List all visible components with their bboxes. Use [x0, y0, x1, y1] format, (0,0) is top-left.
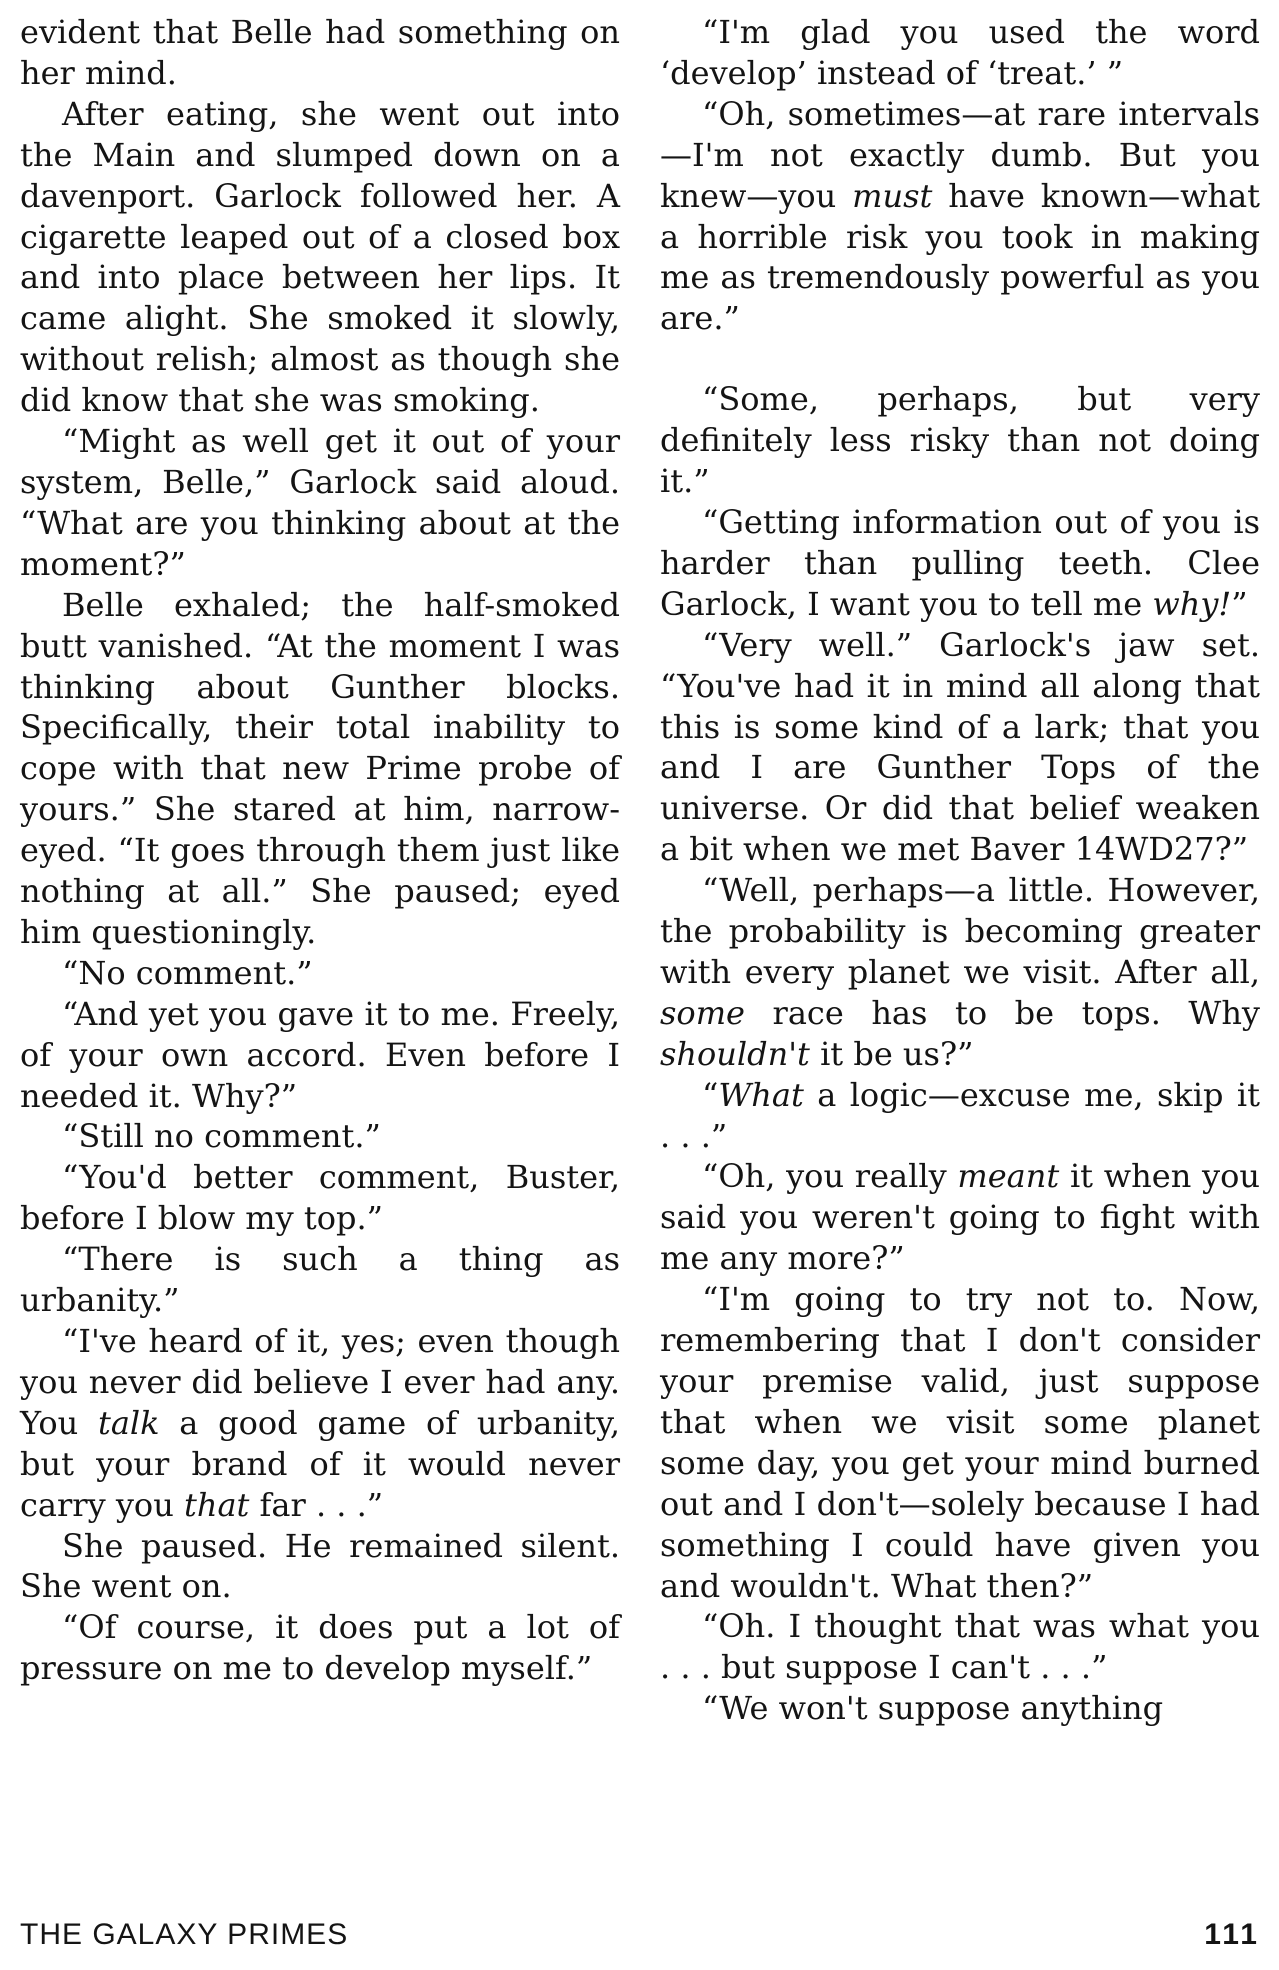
right-text-column	[660, 12, 1260, 1729]
left-text-column	[20, 12, 620, 1689]
italic-run: meant	[957, 1157, 1060, 1196]
paragraph	[20, 1321, 620, 1526]
paragraph: She paused. He remained silent. She went on.	[20, 1526, 620, 1606]
paragraph: “Might as well get it out of your system, Belle,” Garlock said aloud. “What are you thinking about at the moment?”	[20, 422, 620, 583]
paragraph: “And yet you gave it to me. Freely, of your own accord. Even before I needed it. Why?”	[20, 994, 620, 1115]
paragraph: “We won't suppose anything	[702, 1689, 1164, 1728]
text-run: far . . .”	[249, 1485, 384, 1524]
paragraph: evident that Belle had something on her mind.	[20, 13, 620, 92]
italic-run: why!	[1152, 584, 1232, 623]
paragraph: Belle exhaled; the half-smoked butt vanished. “At the moment I was thinking about Gunther blocks. Specifically, their total inability to cope with that new Prime probe of yours.” She stared at him, narrow-eyed. “It goes through them just like nothing at all.” She paused; eyed him questioningly.	[20, 585, 620, 951]
paragraph: “There is such a thing as urbanity.”	[20, 1240, 620, 1320]
page-number: 111	[1204, 1918, 1260, 1951]
text-run: “Oh, you really	[702, 1157, 958, 1196]
text-run: “I've heard of it, yes; even though you never did believe I ever had any. You	[20, 1322, 620, 1442]
text-run: race has to be tops. Why	[744, 993, 1260, 1032]
paragraph: “No comment.”	[62, 953, 313, 992]
text-run: “Getting information out of you is harder than pulling teeth. Clee Garlock, I want you to tell me	[660, 502, 1260, 623]
paragraph: “You'd better comment, Buster, before I blow my top.”	[20, 1158, 620, 1238]
italic-run: some	[660, 993, 745, 1032]
paragraph	[660, 1075, 1260, 1157]
italic-run: What	[718, 1075, 804, 1114]
paragraph: After eating, she went out into the Main and slumped down on a davenport. Garlock followed her. A cigarette leaped out of a closed box and into place between her lips. It came alight. She smoked it slowly, without relish; almost as though she did know that she was smoking.	[20, 94, 620, 420]
paragraph: “I'm going to try not to. Now, remembering that I don't consider your premise valid, just suppose that when we visit some planet some day, you get your mind burned out and I don't—solely because I had something I could have given you and wouldn't. What then?”	[660, 1280, 1260, 1605]
text-run: a good game of urbanity, but your brand of it would never carry you	[20, 1403, 621, 1524]
text-run: “	[702, 1075, 719, 1114]
paragraph: “Oh. I thought that was what you . . . but suppose I can't . . .”	[660, 1607, 1260, 1687]
text-run: “Well, perhaps—a little. However, the probability is becoming greater with every planet we visit. After all,	[660, 871, 1260, 991]
text-run: ”	[1231, 584, 1248, 623]
italic-run: talk	[97, 1403, 160, 1442]
text-run: a logic—excuse me, skip it . . .”	[660, 1075, 1260, 1155]
paragraph: “Still no comment.”	[62, 1117, 381, 1156]
page-footer	[20, 1918, 1260, 1958]
text-run: “Oh, sometimes—at rare intervals—I'm not exactly dumb. But you knew—you	[660, 94, 1260, 215]
paragraph	[660, 94, 1260, 339]
paragraph: “Very well.” Garlock's jaw set. “You've had it in mind all along that this is some kind of a lark; that you and I are Gunther Tops of the universe. Or did that belief weaken a bit when we met Baver 14WD27?”	[660, 625, 1260, 869]
paragraph	[660, 502, 1260, 625]
paragraph	[660, 1156, 1260, 1279]
paragraph: “I'm glad you used the word ‘develop’ instead of ‘treat.’ ”	[660, 13, 1260, 92]
paragraph: “Of course, it does put a lot of pressure on me to develop myself.”	[20, 1608, 620, 1688]
italic-run: shouldn't	[660, 1034, 810, 1073]
paragraph: “Some, perhaps, but very definitely less risky than not doing it.”	[660, 380, 1260, 501]
text-run: it when you said you weren't going to fight with me any more?”	[660, 1157, 1261, 1278]
text-run: have known—what a horrible risk you took in making me as tremendously powerful as you are.”	[660, 176, 1260, 338]
paragraph	[660, 870, 1260, 1075]
running-title: THE GALAXY PRIMES	[20, 1918, 349, 1951]
italic-run: that	[183, 1485, 250, 1524]
italic-run: must	[852, 176, 933, 215]
text-run: it be us?”	[809, 1034, 974, 1073]
